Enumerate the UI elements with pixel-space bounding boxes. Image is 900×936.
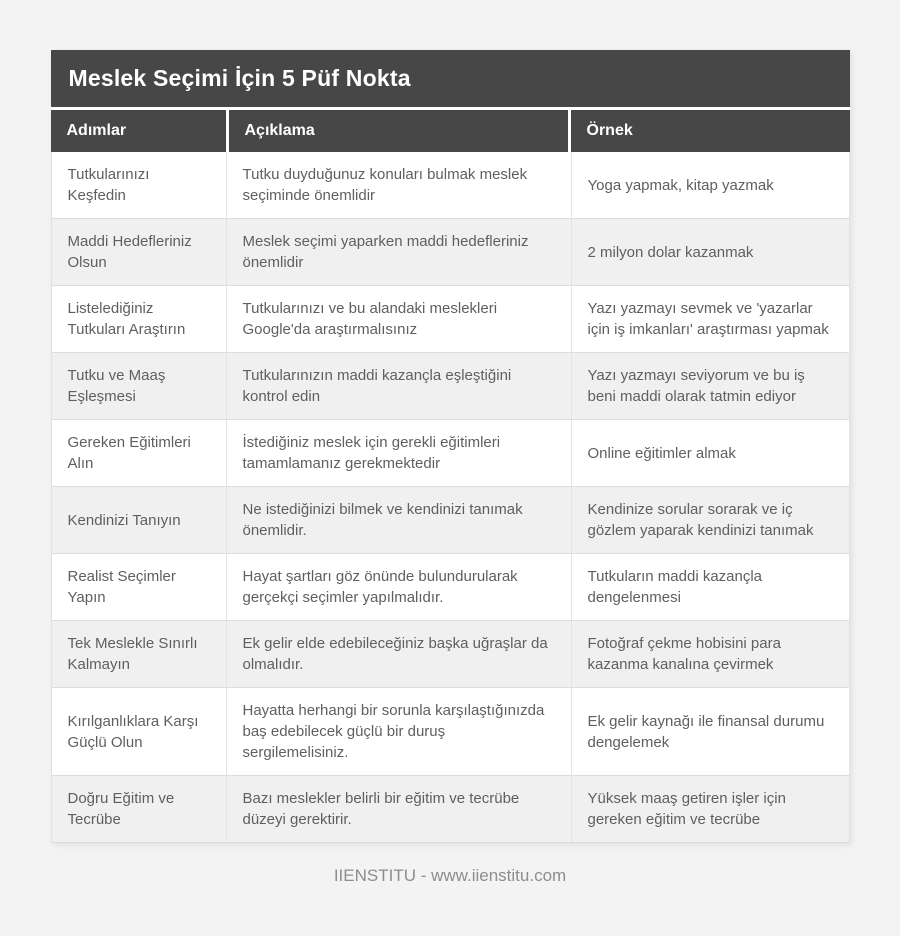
- cell-aciklama: [226, 486, 571, 553]
- cell-ornek: [571, 553, 849, 620]
- cell-text: Online eğitimler almak: [587, 444, 736, 462]
- cell-text: Doğru Eğitim ve Tecrübe: [67, 790, 175, 828]
- cell-text: Yüksek maaş getiren işler için gereken eğitim ve tecrübe: [587, 790, 786, 828]
- cell-text: Tek Meslekle Sınırlı Kalmayın: [67, 635, 198, 673]
- cell-adimlar: [52, 775, 226, 842]
- table-row: [52, 553, 849, 620]
- cell-text: Yoga yapmak, kitap yazmak: [587, 176, 774, 194]
- table-row: [52, 285, 849, 352]
- cell-text: Meslek seçimi yaparken maddi hedefleriniz önemlidir: [242, 233, 529, 271]
- cell-aciklama: [226, 152, 571, 218]
- cell-adimlar: [52, 553, 226, 620]
- cell-text: Ne istediğinizi bilmek ve kendinizi tanımak önemlidir.: [242, 501, 523, 539]
- cell-text: Hayat şartları göz önünde bulundurularak gerçekçi seçimler yapılmalıdır.: [242, 568, 518, 606]
- cell-ornek: [571, 285, 849, 352]
- table-title: Meslek Seçimi İçin 5 Püf Nokta: [51, 50, 850, 110]
- table-row: [52, 218, 849, 285]
- cell-text: Hayatta herhangi bir sorunla karşılaştığınızda baş edebilecek güçlü bir duruş sergilemelisiniz.: [242, 702, 545, 761]
- cell-text: 2 milyon dolar kazanmak: [587, 243, 754, 261]
- cell-text: Tutku duyduğunuz konuları bulmak meslek seçiminde önemlidir: [242, 166, 528, 204]
- table-row: [52, 620, 849, 687]
- cell-text: Bazı meslekler belirli bir eğitim ve tecrübe düzeyi gerektirir.: [242, 790, 520, 828]
- cell-text: Tutkuların maddi kazançla dengelenmesi: [587, 568, 763, 606]
- cell-ornek: [571, 486, 849, 553]
- cell-text: Fotoğraf çekme hobisini para kazanma kanalına çevirmek: [587, 635, 781, 673]
- cell-aciklama: [226, 352, 571, 419]
- cell-aciklama: [226, 775, 571, 842]
- cell-aciklama: [226, 285, 571, 352]
- cell-text: Ek gelir elde edebileceğiniz başka uğraşlar da olmalıdır.: [242, 635, 548, 673]
- cell-ornek: [571, 687, 849, 775]
- column-header-aciklama: Açıklama: [226, 110, 568, 152]
- cell-text: Maddi Hedefleriniz Olsun: [67, 233, 192, 271]
- cell-aciklama: [226, 553, 571, 620]
- cell-adimlar: [52, 486, 226, 553]
- cell-ornek: [571, 152, 849, 218]
- cell-adimlar: [52, 687, 226, 775]
- table-row: [52, 419, 849, 486]
- cell-text: İstediğiniz meslek için gerekli eğitimleri tamamlamanız gerekmektedir: [242, 434, 501, 472]
- cell-aciklama: [226, 419, 571, 486]
- cell-text: Kırılganlıklara Karşı Güçlü Olun: [67, 712, 199, 751]
- cell-ornek: [571, 620, 849, 687]
- table-body: [51, 152, 850, 843]
- cell-adimlar: [52, 352, 226, 419]
- cell-text: Realist Seçimler Yapın: [67, 568, 176, 606]
- cell-text: Tutkularınızı ve bu alandaki meslekleri Google'da araştırmalısınız: [242, 300, 498, 338]
- career-tips-table-card: [51, 50, 850, 843]
- cell-ornek: [571, 775, 849, 842]
- cell-text: Ek gelir kaynağı ile finansal durumu dengelemek: [587, 712, 825, 751]
- cell-text: Tutkularınızın maddi kazançla eşleştiğini kontrol edin: [242, 367, 512, 405]
- cell-adimlar: [52, 620, 226, 687]
- footer-credit: IIENSTITU - www.iienstitu.com: [333, 866, 567, 885]
- cell-adimlar: [52, 152, 226, 218]
- table-row: [52, 775, 849, 842]
- cell-aciklama: [226, 620, 571, 687]
- cell-ornek: [571, 419, 849, 486]
- cell-adimlar: [52, 218, 226, 285]
- cell-aciklama: [226, 687, 571, 775]
- cell-text: Tutkularınızı Keşfedin: [67, 166, 150, 204]
- cell-text: Tutku ve Maaş Eşleşmesi: [67, 367, 166, 405]
- table-row: [52, 352, 849, 419]
- table-row: [52, 152, 849, 218]
- cell-text: Yazı yazmayı seviyorum ve bu iş beni maddi olarak tatmin ediyor: [587, 367, 805, 405]
- cell-text: Yazı yazmayı sevmek ve 'yazarlar için iş imkanları' araştırması yapmak: [587, 300, 829, 338]
- cell-ornek: [571, 352, 849, 419]
- cell-adimlar: [52, 419, 226, 486]
- cell-aciklama: [226, 218, 571, 285]
- cell-text: Kendinize sorular sorarak ve iç gözlem yaparak kendinizi tanımak: [587, 501, 814, 539]
- column-header-adimlar: Adımlar: [66, 122, 127, 139]
- table-header-row: [51, 110, 850, 152]
- cell-text: Gereken Eğitimleri Alın: [67, 434, 191, 472]
- cell-ornek: [571, 218, 849, 285]
- column-header-ornek: Örnek: [568, 110, 850, 152]
- cell-text: Kendinizi Tanıyın: [67, 511, 181, 529]
- cell-text: Listelediğiniz Tutkuları Araştırın: [67, 300, 186, 338]
- table-row: [52, 687, 849, 775]
- table-row: [52, 486, 849, 553]
- cell-adimlar: [52, 285, 226, 352]
